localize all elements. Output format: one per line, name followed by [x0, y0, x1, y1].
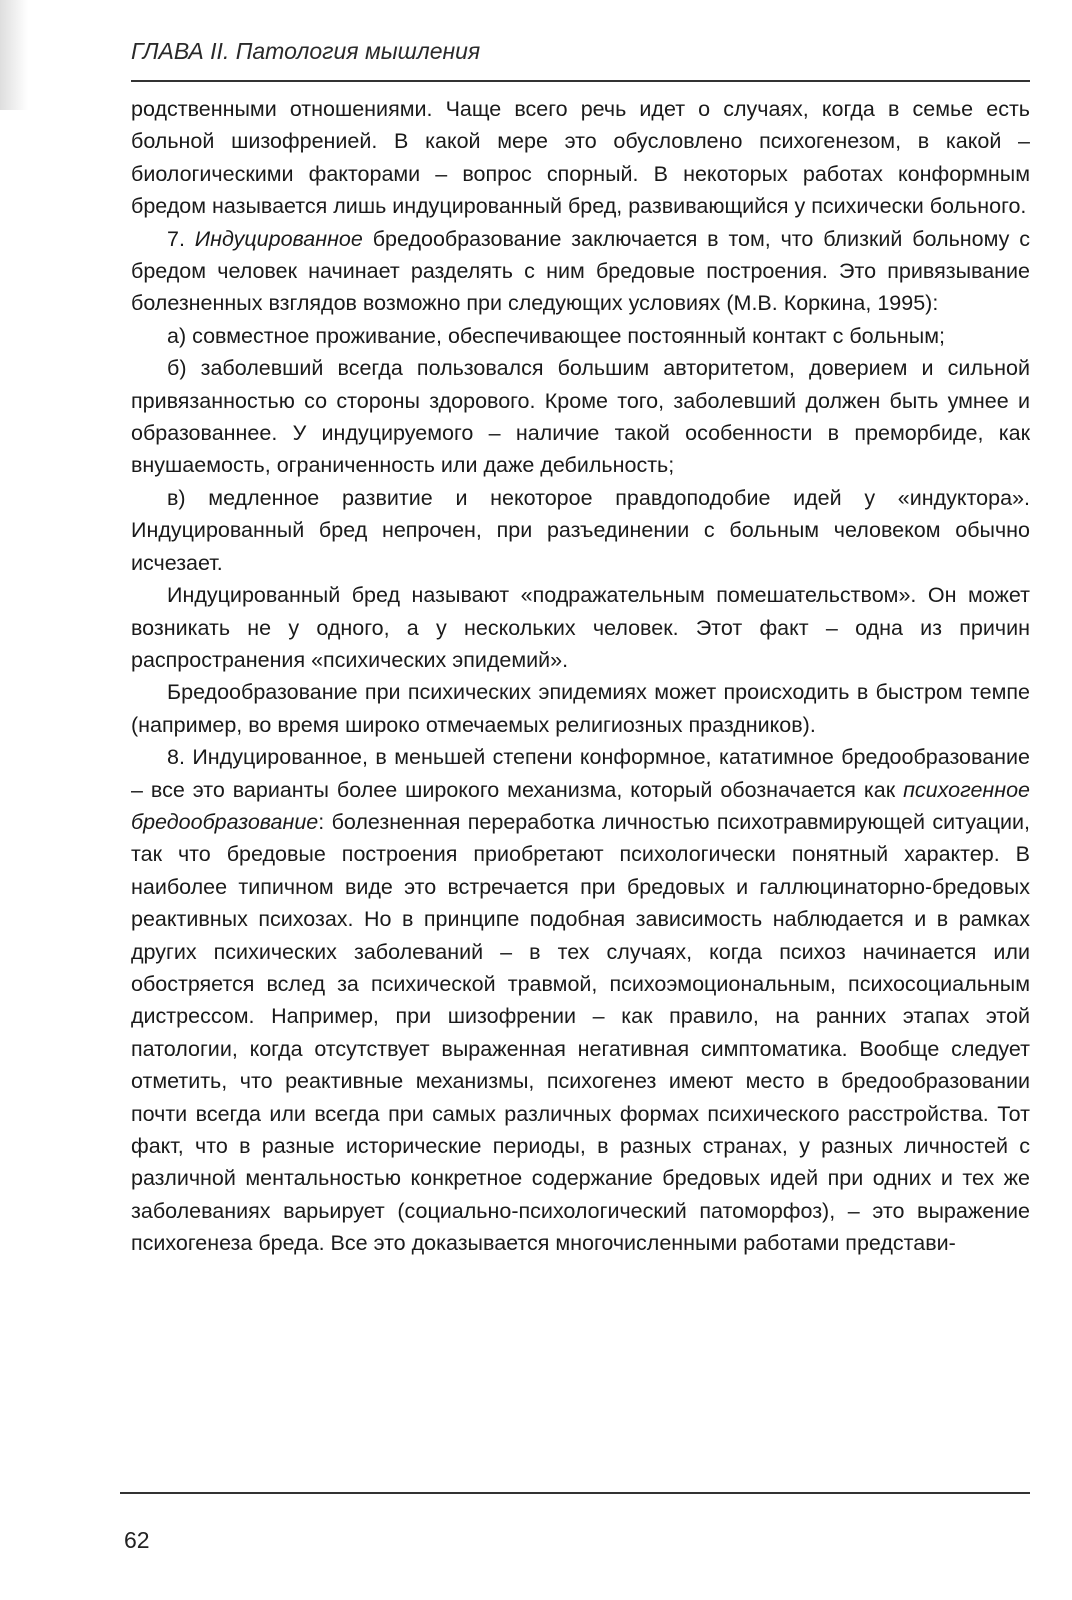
paragraph-text: бредообразование заключается в том, что близкий больному с бредом человек начинает разделять с ним бредовые построения. Это привязывание болезненных взглядов возможно при следующих условиях (М.В. Коркина, 1995):: [131, 226, 1030, 316]
paragraph: Бредообразование при психических эпидемиях может происходить в быстром темпе (например, во время широко отмечаемых религиозных праздников).: [131, 680, 1030, 737]
paragraph: в) медленное развитие и некоторое правдоподобие идей у «индуктора». Индуцированный бред непрочен, при разъединении с больным человеком обычно исчезает.: [131, 485, 1030, 575]
paragraph: [131, 741, 1030, 1260]
paragraph-text: : болезненная переработка личностью психотравмирующей ситуации, так что бредовые построения приобретают психологически понятный характер. В наиболее типичном виде это встречается при бредовых и галлюцинаторно-бредовых реактивных психозах. Но в принципе подобная зависимость наблюдается и в рамках других психических заболеваний – в тех случаях, когда психоз начинается или обостряется вслед за психической травмой, психоэмоциональным, психосоциальным дистрессом. Например, при шизофрении – как правило, на ранних этапах этой патологии, когда отсутствует выраженная негативная симптоматика. Вообще следует отметить, что реактивные механизмы, психогенез имеют место в бредообразовании почти всегда или всегда при самых различных формах психического расстройства. Тот факт, что в разные исторические периоды, в разных странах, у разных личностей с различной ментальностью конкретное содержание бредовых идей при одних и тех же заболеваниях варьирует (социально-психологический патоморфоз), – это выражение психогенеза бреда. Все это доказывается многочисленными работами представи-: [131, 809, 1030, 1256]
running-head: ГЛАВА II. Патология мышления: [131, 38, 481, 64]
italic-term: психогенное бредообразование: [131, 777, 1030, 834]
footer-divider: [120, 1492, 1030, 1494]
paragraph: Индуцированный бред называют «подражательным помешательством». Он может возникать не у одного, а у нескольких человек. Этот факт – одна из причин распространения «психических эпидемий».: [131, 583, 1030, 672]
paragraph: б) заболевший всегда пользовался большим авторитетом, доверием и сильной привязанностью со стороны здорового. Кроме того, заболевший должен быть умнее и образованнее. У индуцируемого – наличие такой особенности в преморбиде, как внушаемость, ограниченность или даже дебильность;: [131, 356, 1030, 478]
paragraph: а) совместное проживание, обеспечивающее постоянный контакт с больным;: [167, 323, 945, 348]
scan-edge-shadow: [0, 0, 28, 110]
paragraph-text: 8. Индуцированное, в меньшей степени конформное, кататимное бредообразование – все это варианты более широкого механизма, который обозначается как: [131, 745, 1030, 802]
paragraph: [131, 223, 1030, 320]
header-divider: [131, 80, 1030, 82]
page-number: 62: [124, 1527, 150, 1553]
list-number: 7.: [167, 226, 185, 251]
paragraph: родственными отношениями. Чаще всего речь идет о случаях, когда в семье есть больной шизофренией. В какой мере это обусловлено психогенезом, в какой – биологическими факторами – вопрос спорный. В некоторых работах конформным бредом называется лишь индуцированный бред, развивающийся у психически больного.: [131, 97, 1030, 219]
italic-term: Индуцированное: [194, 226, 363, 251]
body-text: [131, 93, 1030, 1260]
